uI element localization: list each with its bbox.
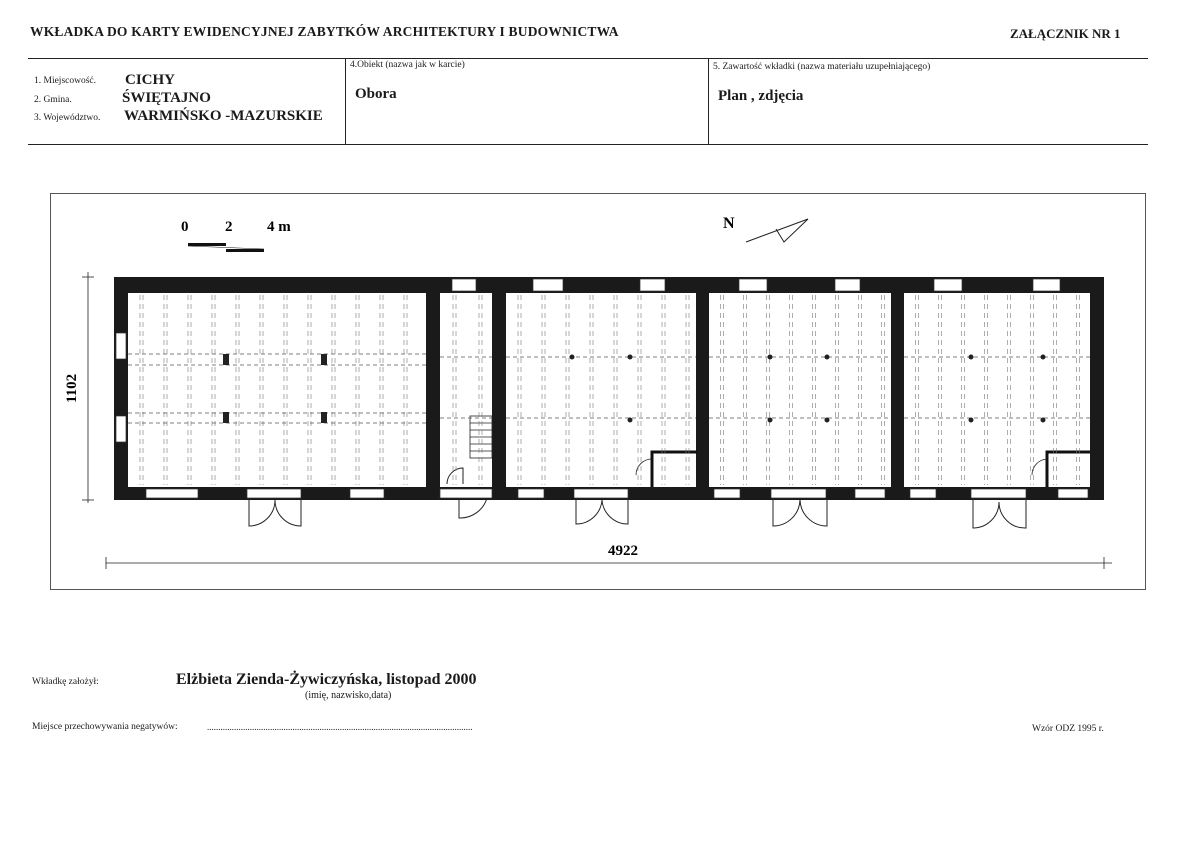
place-value: CICHY	[125, 72, 176, 88]
contents-value: Plan , zdjęcia	[718, 88, 804, 104]
north-label: N	[723, 215, 735, 232]
scale-label-4: 4 m	[267, 219, 291, 235]
document-title: WKŁADKA DO KARTY EWIDENCYJNEJ ZABYTKÓW ARCHITEKTURY I BUDOWNICTWA	[30, 24, 619, 39]
commune-label: 2. Gmina.	[34, 95, 72, 105]
outer-walls	[114, 277, 1104, 500]
dimension-lines	[82, 272, 1112, 569]
contents-label: 5. Zawartość wkładki (nazwa materiału uzupełniającego)	[713, 62, 931, 72]
storage-dotted-line: ......................................................................................................................	[207, 722, 473, 732]
author-label: Wkładkę założył:	[32, 677, 99, 687]
beam-grid	[128, 354, 1090, 423]
wall-openings	[116, 279, 1088, 498]
north-arrow	[723, 215, 808, 242]
height-dimension: 1102	[64, 373, 80, 403]
scale-label-0: 0	[181, 219, 189, 235]
voivodeship-label: 3. Województwo.	[34, 113, 101, 123]
staircase	[470, 416, 492, 458]
joist-lines	[140, 295, 1080, 485]
corner-rooms	[652, 452, 1090, 487]
author-note: (imię, nazwisko,data)	[305, 690, 392, 701]
place-label: 1. Miejscowość.	[34, 76, 97, 86]
form-reference: Wzór ODZ 1995 r.	[1032, 724, 1104, 734]
voivodeship-value: WARMIŃSKO -MAZURSKIE	[124, 108, 323, 124]
storage-label: Miejsce przechowywania negatywów:	[32, 722, 178, 732]
commune-value: ŚWIĘTAJNO	[122, 90, 211, 106]
object-value: Obora	[355, 86, 397, 102]
width-dimension: 4922	[608, 543, 638, 559]
scale-bar	[181, 219, 291, 252]
author-value: Elżbieta Zienda-Żywiczyńska, listopad 2000	[176, 671, 477, 688]
scale-label-2: 2	[225, 219, 233, 235]
object-label: 4.Obiekt (nazwa jak w karcie)	[350, 60, 465, 70]
annex-number: ZAŁĄCZNIK NR 1	[1010, 26, 1121, 41]
